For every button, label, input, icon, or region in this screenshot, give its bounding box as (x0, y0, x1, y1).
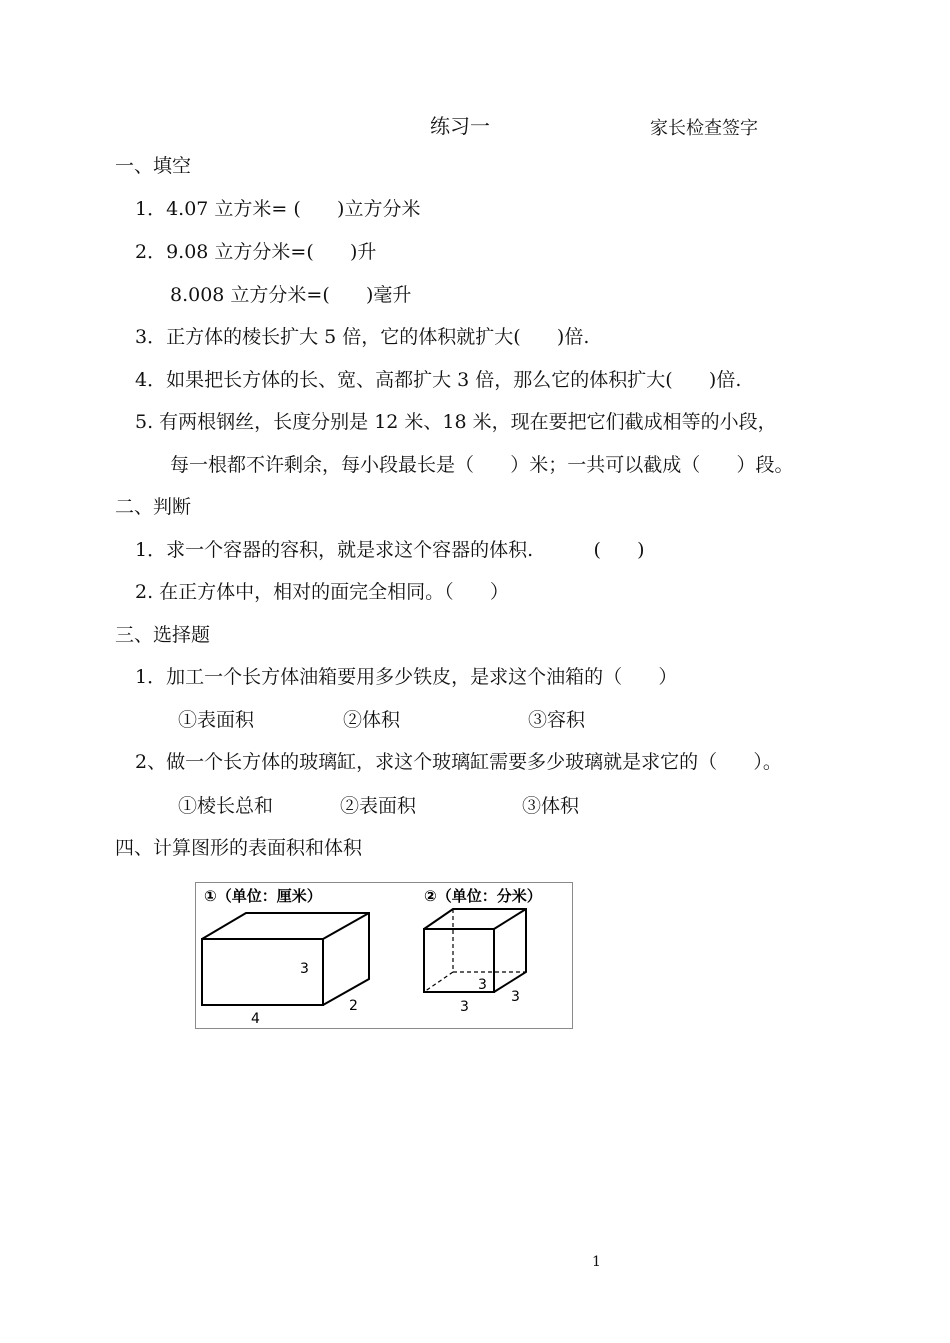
cuboid-1-top-right-edge (323, 913, 369, 939)
cube-2 (424, 909, 526, 992)
cube-2-edge-depth: 3 (478, 977, 487, 993)
question-1-4: 4．如果把长方体的长、宽、高都扩大 3 倍，那么它的体积扩大( )倍. (135, 369, 742, 391)
question-3-2: 2、做一个长方体的玻璃缸，求这个玻璃缸需要多少玻璃就是求它的（ ）。 (135, 751, 782, 773)
question-3-1-option-b: ②体积 (343, 709, 401, 731)
question-1-1: 1．4.07 立方米= ( )立方分米 (135, 198, 421, 220)
section-heading-fill-blank: 一、填空 (115, 155, 192, 177)
exercise-title: 练习一 (430, 114, 490, 138)
question-2-2: 2. 在正方体中，相对的面完全相同。（ ） (135, 581, 509, 603)
cuboid-1 (202, 913, 369, 1005)
question-3-2-option-b: ②表面积 (340, 795, 417, 817)
cuboid-diagrams (196, 883, 572, 1028)
page-number: 1 (592, 1254, 601, 1270)
cube-2-edge-width: 3 (511, 989, 520, 1005)
section-heading-judge: 二、判断 (115, 496, 192, 518)
cuboid-1-height: 3 (300, 961, 309, 977)
question-1-5: 5. 有两根钢丝，长度分别是 12 米、18 米，现在要把它们截成相等的小段， (135, 411, 777, 433)
section-heading-calculate: 四、计算图形的表面积和体积 (115, 837, 363, 859)
cube-2-top-right-edge (494, 909, 526, 929)
question-1-2b: 8.008 立方分米=( )毫升 (170, 284, 412, 306)
question-1-5-cont: 每一根都不许剩余，每小段最长是（ ）米；一共可以截成（ ）段。 (170, 454, 794, 476)
figure-2-unit-label: ②（单位：分米） (424, 887, 542, 905)
question-3-2-option-c: ③体积 (522, 795, 580, 817)
question-1-3: 3．正方体的棱长扩大 5 倍，它的体积就扩大( )倍. (135, 326, 590, 348)
question-2-1: 1．求一个容器的容积，就是求这个容器的体积. ( ) (135, 539, 645, 561)
parent-signature-label: 家长检查签字 (650, 118, 758, 139)
cuboid-figure-box (195, 882, 573, 1029)
question-1-2: 2．9.08 立方分米=( )升 (135, 241, 377, 263)
section-heading-choice: 三、选择题 (115, 624, 211, 646)
figure-1-unit-label: ①（单位：厘米） (204, 887, 322, 905)
cuboid-1-length: 4 (251, 1011, 260, 1027)
question-3-1-option-c: ③容积 (528, 709, 586, 731)
cube-2-back-edges (424, 909, 526, 992)
cube-2-hidden-edges (424, 909, 526, 992)
question-3-2-option-a: ①棱长总和 (178, 795, 274, 817)
question-3-1: 1．加工一个长方体油箱要用多少铁皮，是求这个油箱的（ ） (135, 666, 678, 688)
cuboid-1-width: 2 (349, 998, 358, 1014)
question-3-1-option-a: ①表面积 (178, 709, 255, 731)
cube-2-edge-length: 3 (460, 999, 469, 1015)
